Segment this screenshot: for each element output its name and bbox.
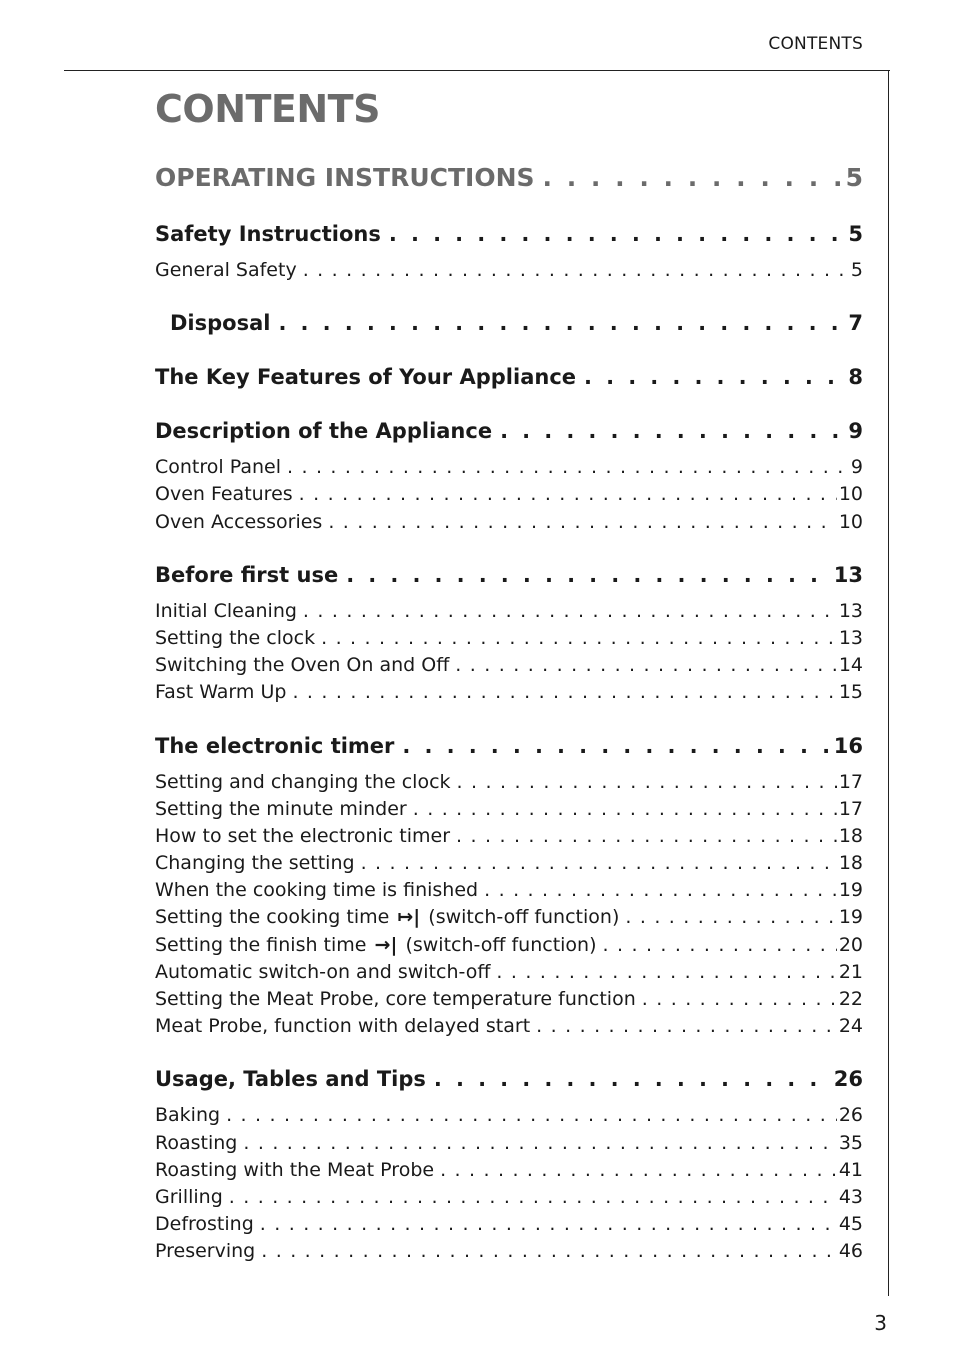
toc-entry-setting-cooking-time[interactable]	[155, 904, 863, 931]
toc-entry-label: Oven Accessories	[155, 510, 323, 533]
dot-leader	[278, 308, 842, 338]
toc-entry-page: 46	[838, 1240, 863, 1263]
toc-entry-baking[interactable]	[155, 1102, 863, 1129]
toc-entry-page: 17	[838, 797, 863, 820]
toc-entry-page: 26	[838, 1104, 863, 1127]
toc-entry-roasting[interactable]	[155, 1130, 863, 1157]
dot-leader	[456, 823, 837, 850]
dot-leader	[261, 1238, 837, 1265]
toc-entry-label: Changing the setting	[155, 852, 355, 875]
toc-entry-page: 17	[838, 770, 863, 793]
toc-entry-meat-probe-delayed[interactable]	[155, 1013, 863, 1040]
toc-part-label: OPERATING INSTRUCTIONS	[155, 163, 535, 192]
toc-chapter-page: 8	[848, 365, 863, 390]
dot-leader	[229, 1184, 837, 1211]
toc-entry-label: Fast Warm Up	[155, 681, 287, 704]
dot-leader	[346, 560, 828, 590]
toc-chapter-disposal[interactable]	[155, 308, 863, 338]
dot-leader	[292, 679, 836, 706]
toc-entry-setting-changing-clock[interactable]	[155, 769, 863, 796]
toc-entry-label: Setting the clock	[155, 626, 316, 649]
toc-chapter-label: Usage, Tables and Tips	[155, 1067, 426, 1092]
toc-chapter-safety-instructions[interactable]	[155, 219, 863, 249]
toc-entry-label: Setting the minute minder	[155, 797, 407, 820]
toc-entry-defrosting[interactable]	[155, 1211, 863, 1238]
dot-leader	[226, 1102, 837, 1129]
toc-entry-control-panel[interactable]	[155, 454, 863, 481]
toc-chapter-electronic-timer[interactable]	[155, 731, 863, 761]
dot-leader	[484, 877, 837, 904]
dot-leader	[243, 1130, 836, 1157]
dot-leader	[543, 161, 840, 195]
toc-entry-oven-features[interactable]	[155, 481, 863, 508]
dot-leader	[328, 509, 836, 536]
toc-chapter-page: 9	[848, 419, 863, 444]
cooking-time-icon: ↦|	[397, 906, 421, 929]
toc-entry-label-suffix: (switch-off function)	[428, 906, 620, 929]
dot-leader	[402, 731, 827, 761]
toc-chapter-key-features[interactable]	[155, 362, 863, 392]
finish-time-icon: →|	[374, 933, 398, 956]
dot-leader	[389, 219, 842, 249]
toc-entry-label-text: Setting the finish time	[155, 933, 367, 956]
toc-entry-page: 9	[850, 456, 863, 479]
dot-leader	[321, 625, 837, 652]
dot-leader	[536, 1013, 837, 1040]
dot-leader	[440, 1157, 837, 1184]
toc-chapter-page: 5	[848, 222, 863, 246]
toc-entry-setting-clock[interactable]	[155, 625, 863, 652]
toc-entry-page: 24	[838, 1015, 863, 1038]
page-number: 3	[874, 1311, 887, 1335]
dot-leader	[500, 416, 842, 446]
toc-entry-label: Baking	[155, 1104, 221, 1127]
toc-entry-switching-oven[interactable]	[155, 652, 863, 679]
toc-chapter-label: The Key Features of Your Appliance	[155, 365, 577, 390]
toc-entry-label: Roasting	[155, 1131, 238, 1154]
dot-leader	[413, 796, 837, 823]
toc-chapter-label: Before first use	[155, 562, 339, 587]
dot-leader	[434, 1064, 828, 1094]
toc-entry-label: Automatic switch-on and switch-off	[155, 960, 491, 983]
toc-entry-label: Switching the Oven On and Off	[155, 654, 450, 677]
toc-entry-setting-finish-time[interactable]	[155, 932, 863, 959]
toc-chapter-page: 7	[848, 311, 863, 336]
toc-entry-changing-setting[interactable]	[155, 850, 863, 877]
dot-leader	[457, 769, 837, 796]
toc-entry-label: Setting the Meat Probe, core temperature function	[155, 988, 636, 1010]
toc-entry-page: 10	[838, 510, 863, 533]
toc-chapter-description[interactable]	[155, 416, 863, 446]
dot-leader	[642, 986, 837, 1013]
toc-chapter-label: Description of the Appliance	[155, 419, 493, 444]
toc-entry-page: 41	[838, 1158, 863, 1181]
toc-entry-page: 22	[838, 988, 863, 1010]
toc-entry-preserving[interactable]	[155, 1238, 863, 1265]
toc-entry-label: Initial Cleaning	[155, 599, 297, 622]
toc-entry-label: Control Panel	[155, 456, 281, 479]
toc-entry-page: 13	[838, 626, 863, 649]
dot-leader	[299, 481, 837, 508]
toc-entry-label: When the cooking time is finished	[155, 879, 479, 902]
dot-leader	[361, 850, 837, 877]
toc-entry-label-text: Setting the cooking time	[155, 906, 390, 929]
toc-entry-grilling[interactable]	[155, 1184, 863, 1211]
toc-entry-page: 35	[838, 1131, 863, 1154]
toc-entry-label-suffix: (switch-off function)	[405, 933, 597, 956]
toc-entry-set-electronic-timer[interactable]	[155, 823, 863, 850]
toc-entry-page: 14	[838, 654, 863, 677]
toc-entry-roasting-meat-probe[interactable]	[155, 1157, 863, 1184]
toc-entry-label: Roasting with the Meat Probe	[155, 1158, 435, 1181]
dot-leader	[603, 932, 837, 959]
header-rule	[64, 70, 890, 71]
toc-entry-page: 19	[838, 879, 863, 902]
table-of-contents	[155, 86, 863, 1266]
toc-part-page: 5	[845, 163, 863, 192]
toc-entry-page: 45	[838, 1213, 863, 1236]
toc-entry-page: 18	[838, 852, 863, 875]
dot-leader	[303, 257, 849, 284]
toc-entry-initial-cleaning[interactable]	[155, 598, 863, 625]
toc-part-operating-instructions[interactable]	[155, 161, 863, 195]
toc-entry-label: Preserving	[155, 1240, 256, 1263]
page-title: CONTENTS	[155, 87, 380, 131]
toc-entry-label: How to set the electronic timer	[155, 824, 451, 847]
dot-leader	[625, 904, 836, 931]
toc-chapter-label: The electronic timer	[155, 733, 395, 758]
running-head: CONTENTS	[768, 34, 863, 54]
margin-rule	[888, 70, 889, 1296]
toc-chapter-usage-tables-tips[interactable]	[155, 1064, 863, 1094]
dot-leader	[260, 1211, 837, 1238]
toc-entry-page: 15	[838, 681, 863, 704]
toc-chapter-page: 26	[833, 1067, 863, 1092]
toc-entry-page: 19	[838, 906, 863, 929]
dot-leader	[303, 598, 837, 625]
toc-entry-page: 5	[850, 259, 863, 281]
dot-leader	[584, 362, 842, 392]
toc-chapter-label: Safety Instructions	[155, 222, 381, 246]
toc-entry-label: Setting and changing the clock	[155, 770, 451, 793]
toc-entry-page: 18	[838, 824, 863, 847]
toc-entry-minute-minder[interactable]	[155, 796, 863, 823]
toc-chapter-page: 16	[833, 733, 863, 758]
toc-entry-label: Defrosting	[155, 1213, 254, 1236]
toc-entry-oven-accessories[interactable]	[155, 509, 863, 536]
toc-chapter-label: Disposal	[170, 311, 271, 336]
toc-entry-fast-warm-up[interactable]	[155, 679, 863, 706]
toc-entry-meat-probe-core-temp[interactable]	[155, 986, 863, 1013]
toc-chapter-page: 13	[833, 562, 863, 587]
toc-entry-label: Oven Features	[155, 483, 293, 506]
toc-entry-page: 13	[838, 599, 863, 622]
toc-entry-general-safety[interactable]	[155, 257, 863, 284]
toc-entry-page: 21	[838, 960, 863, 983]
dot-leader	[496, 959, 836, 986]
toc-entry-label: Grilling	[155, 1185, 223, 1208]
toc-entry-page: 20	[838, 933, 863, 956]
toc-entry-automatic-switch[interactable]	[155, 959, 863, 986]
toc-entry-page: 43	[838, 1185, 863, 1208]
dot-leader	[287, 454, 849, 481]
toc-entry-label	[155, 932, 597, 959]
toc-entry-label	[155, 904, 619, 931]
toc-chapter-before-first-use[interactable]	[155, 560, 863, 590]
toc-entry-page: 10	[838, 483, 863, 506]
toc-entry-label: General Safety	[155, 259, 297, 281]
toc-entry-cooking-time-finished[interactable]	[155, 877, 863, 904]
toc-entry-label: Meat Probe, function with delayed start	[155, 1015, 531, 1038]
dot-leader	[455, 652, 837, 679]
